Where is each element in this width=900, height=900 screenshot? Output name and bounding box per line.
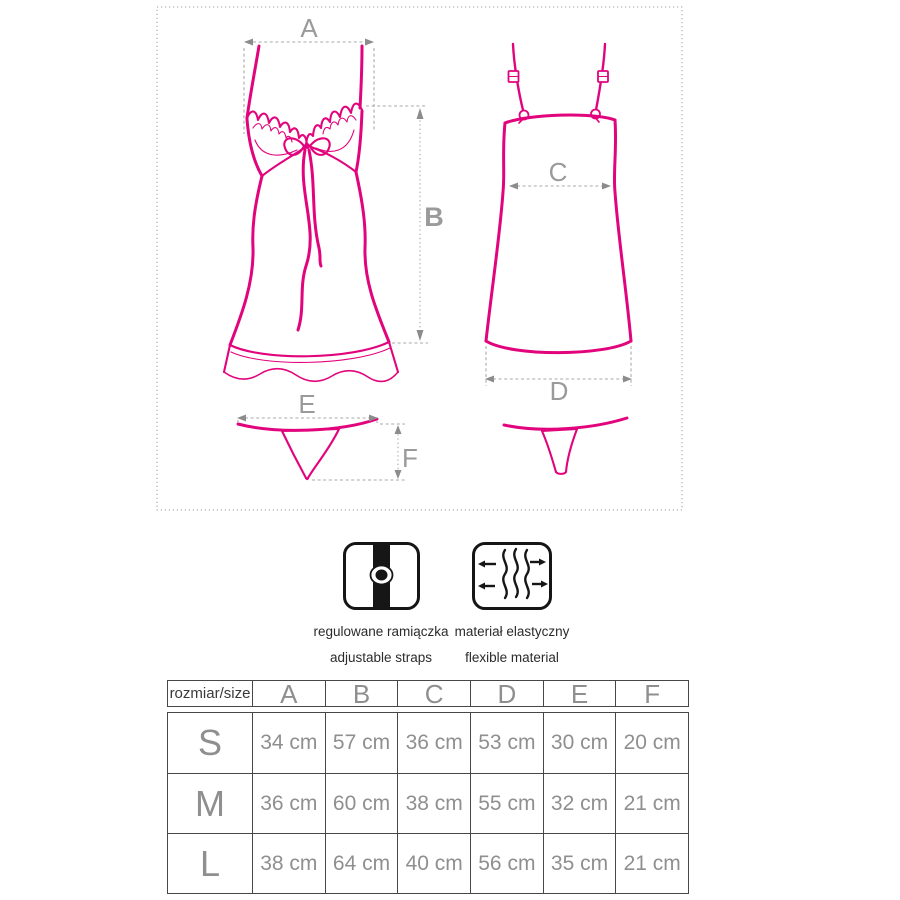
cell-m-d: 55 cm [470, 774, 543, 833]
flexible-material-glyph [475, 545, 549, 607]
cell-l-b: 64 cm [325, 834, 398, 893]
feature-label-straps-pl: regulowane ramiączka [313, 624, 449, 639]
dim-label-A: A [300, 13, 318, 43]
thong-front-drawing [238, 419, 377, 479]
cell-m-e: 32 cm [543, 774, 616, 833]
cell-s-d: 53 cm [470, 713, 543, 773]
column-header-D: D [470, 681, 543, 706]
cell-l-f: 21 cm [615, 834, 688, 893]
strap-slider-left [509, 71, 519, 82]
dim-label-D: D [549, 376, 569, 406]
size-table-body [167, 712, 689, 894]
cell-m-b: 60 cm [325, 774, 398, 833]
feature-label-material-pl: materiał elastyczny [454, 624, 570, 639]
column-header-F: F [615, 681, 688, 706]
dimension-E [237, 389, 378, 426]
dimension-D [485, 346, 632, 406]
adjustable-straps-glyph [346, 545, 417, 607]
feature-label-straps-en: adjustable straps [329, 650, 433, 665]
cell-l-d: 56 cm [470, 834, 543, 893]
size-table-corner-label: rozmiar/size [169, 685, 251, 702]
dimension-A [244, 13, 374, 134]
table-row-size-m [168, 773, 688, 833]
chemise-back-drawing [486, 44, 631, 353]
dim-label-F: F [402, 443, 418, 473]
flexible-material-icon [472, 542, 552, 610]
cell-s-f: 20 cm [615, 713, 688, 773]
cell-l-e: 35 cm [543, 834, 616, 893]
dim-label-B: B [424, 202, 444, 232]
bow-drawing [284, 138, 329, 330]
table-row-size-l [168, 833, 688, 893]
column-header-E: E [543, 681, 616, 706]
dim-label-C: C [548, 157, 568, 187]
cell-m-a: 36 cm [252, 774, 325, 833]
dim-label-E: E [298, 389, 316, 419]
dimension-F [312, 424, 418, 480]
dimension-B [366, 106, 444, 343]
cell-s-a: 34 cm [252, 713, 325, 773]
cell-s-b: 57 cm [325, 713, 398, 773]
size-label: L [199, 842, 221, 884]
size-label: M [195, 782, 225, 824]
table-row-size-s [168, 713, 688, 773]
feature-label-material-en: flexible material [465, 650, 559, 665]
strap-slider-right [598, 71, 608, 82]
size-table [167, 680, 689, 894]
cell-m-f: 21 cm [615, 774, 688, 833]
cell-l-c: 40 cm [397, 834, 470, 893]
thong-back-drawing [504, 418, 627, 474]
size-label: S [197, 722, 222, 763]
cell-s-e: 30 cm [543, 713, 616, 773]
dimension-C [509, 157, 611, 190]
adjustable-straps-icon [343, 542, 420, 610]
column-header-A: A [252, 681, 325, 706]
column-header-B: B [325, 681, 398, 706]
cell-m-c: 38 cm [397, 774, 470, 833]
chemise-front-drawing [224, 46, 398, 381]
size-table-header [167, 680, 689, 707]
column-header-C: C [397, 681, 470, 706]
cell-l-a: 38 cm [252, 834, 325, 893]
cell-s-c: 36 cm [397, 713, 470, 773]
